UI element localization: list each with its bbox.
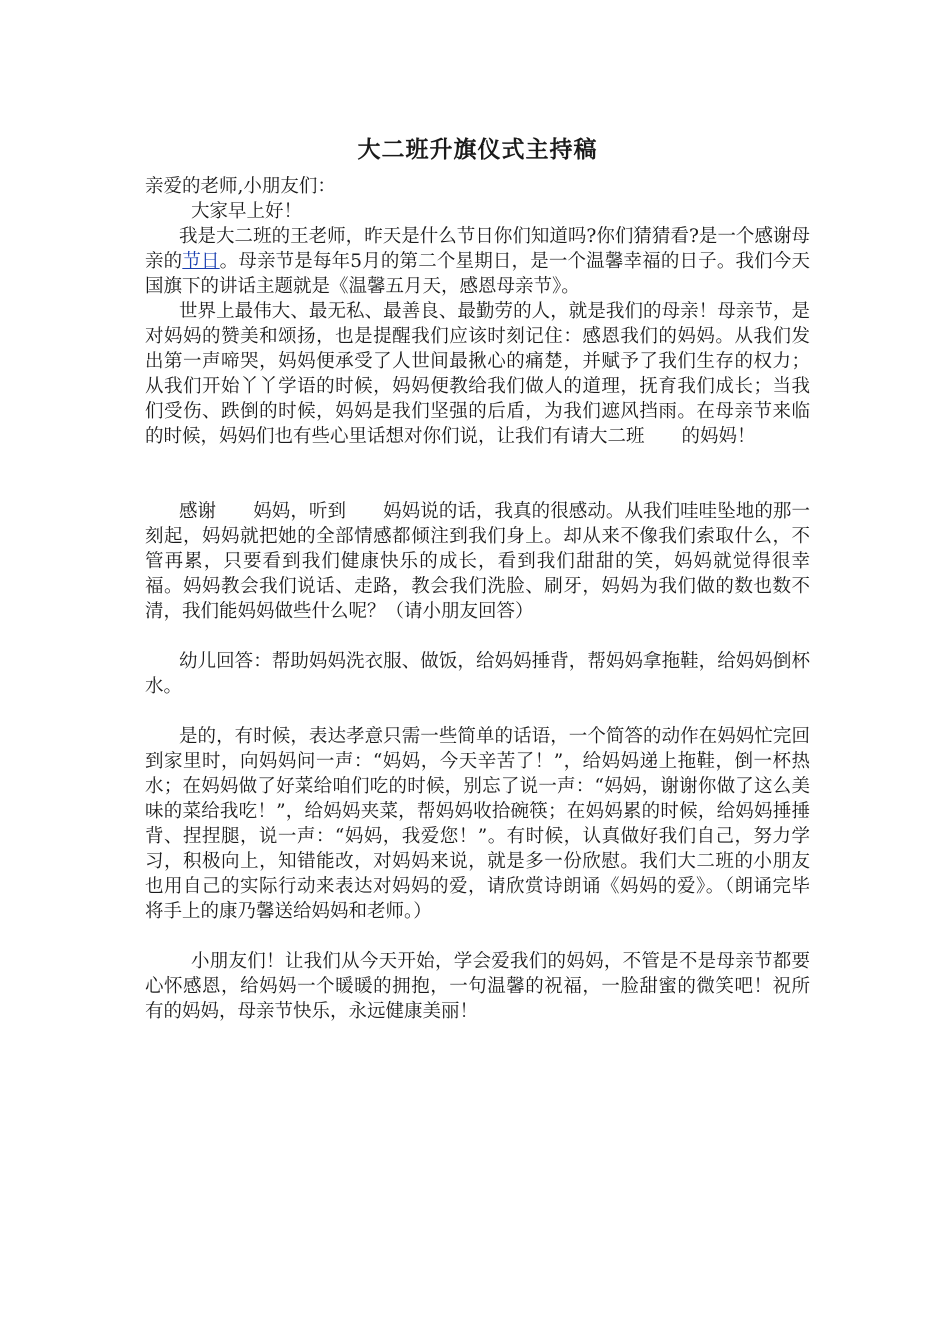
greeting: 大家早上好！	[191, 201, 303, 222]
paragraph-mothers-greatness: 世界上最伟大、最无私、最善良、最勤劳的人，就是我们的母亲！母亲节，是对妈妈的赞美和颂扬，也是提醒我们应该时刻记住：感恩我们的妈妈。从我们发出第一声啼哭，妈妈便承受了人世间最揪心的痛楚，并赋予了我们生存的权力；从我们开始丫丫学语的时候，妈妈便教给我们做人的道理，抚育我们成长；当我们受伤、跌倒的时候，妈妈是我们坚强的后盾，为我们遮风挡雨。在母亲节来临的时候，妈妈们也有些心里话想对你们说，让我们有请大二班 的妈妈！	[145, 301, 810, 447]
paragraph-intro-text-a: 我是大二班的王老师，昨天是什么节日你们知道吗?你们猜猜看?是一个感谢母亲的	[145, 226, 810, 272]
paragraph-intro	[145, 224, 810, 299]
paragraph-filial-expression: 是的，有时候，表达孝意只需一些简单的话语，一个简答的动作在妈妈忙完回到家里时，向妈妈问一声：“妈妈，今天辛苦了！”，给妈妈递上拖鞋，倒一杯热水；在妈妈做了好菜给咱们吃的时候，别忘了说一声：“妈妈，谢谢你做了这么美味的菜给我吃！”，给妈妈夹菜，帮妈妈收拾碗筷；在妈妈累的时候，给妈妈捶捶背、捏捏腿，说一声：“妈妈，我爱您！”。有时候，认真做好我们自己，努力学习，积极向上，知错能改，对妈妈来说，就是多一份欣慰。我们大二班的小朋友也用自己的实际行动来表达对妈妈的爱，请欣赏诗朗诵《妈妈的爱》。（朗诵完毕将手上的康乃馨送给妈妈和老师。）	[145, 726, 810, 922]
spacer	[145, 624, 810, 649]
spacer	[145, 449, 810, 499]
spacer	[145, 699, 810, 724]
paragraph-children-answer: 幼儿回答：帮助妈妈洗衣服、做饭，给妈妈捶背，帮妈妈拿拖鞋，给妈妈倒杯水。	[145, 651, 810, 697]
document-title: 大二班升旗仪式主持稿	[357, 137, 598, 163]
paragraph-intro-text-b: 。母亲节是每年5月的第二个星期日，是一个温馨幸福的日子。我们今天国旗下的讲话主题就是《温馨五月天，感恩母亲节》。	[145, 251, 810, 297]
salutation: 亲爱的老师,小朋友们：	[145, 176, 336, 197]
paragraph-thanks-mother: 感谢 妈妈，听到 妈妈说的话，我真的很感动。从我们哇哇坠地的那一刻起，妈妈就把她的全部情感都倾注到我们身上。却从来不像我们索取什么，不管再累，只要看到我们健康快乐的成长，看到我们甜甜的笑，妈妈就觉得很幸福。妈妈教会我们说话、走路，教会我们洗脸、刷牙，妈妈为我们做的数也数不清，我们能妈妈做些什么呢？（请小朋友回答）	[145, 501, 810, 622]
document-page	[145, 130, 810, 1024]
spacer	[145, 924, 810, 949]
paragraph-closing: 小朋友们！让我们从今天开始，学会爱我们的妈妈，不管是不是母亲节都要心怀感恩，给妈妈一个暖暖的拥抱，一句温馨的祝福，一脸甜蜜的微笑吧！祝所有的妈妈，母亲节快乐，永远健康美丽！	[145, 951, 810, 1022]
holiday-link[interactable]: 节日	[182, 251, 220, 272]
